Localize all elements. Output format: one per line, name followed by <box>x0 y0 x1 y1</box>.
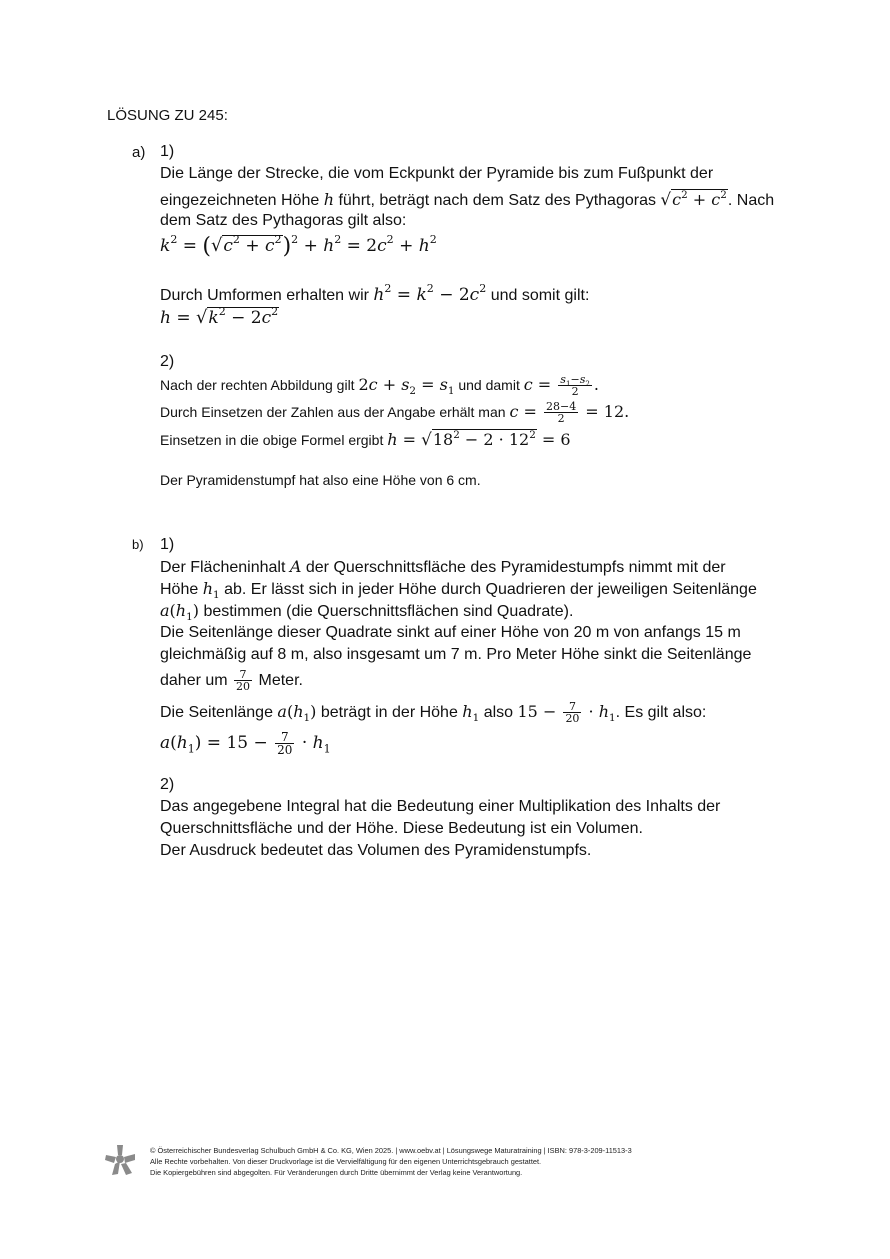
part-b-1-line-1 <box>160 557 726 578</box>
text-segment: Die Seitenlänge <box>160 704 273 721</box>
part-b-2-label: 2) <box>160 776 175 793</box>
math-sqrt-c2-c2: $√c^2 + c^2$ <box>660 188 727 209</box>
math-a-of-h1: $a(h_1)$ <box>277 702 317 725</box>
math-2c-s2-s1: $2c + s_2 = s_1$ <box>358 375 455 398</box>
part-a-1-line-1: Die Länge der Strecke, die vom Eckpunkt der Pyramide bis zum Fußpunkt der <box>160 165 714 182</box>
part-b-1-line-3 <box>160 601 573 622</box>
equation-h: $h = √k^2 - 2c^2$ <box>160 305 279 328</box>
part-b-1-line-2 <box>160 579 757 600</box>
text-segment: . Nach <box>727 192 775 209</box>
math-c-fraction: c = $\frac{s_1-s_2}{2}$ . <box>523 373 599 398</box>
math-h: h <box>323 190 334 209</box>
text-segment: . Es gilt also: <box>615 704 707 721</box>
part-a-2-line-1 <box>160 374 599 397</box>
math-side-length-expression: 15 − $\frac{7}{20}$ · $h_1$ <box>517 700 616 725</box>
text-segment: und somit gilt: <box>490 287 590 304</box>
math-h-result: $h = √18^2 - 2 \cdot 12^2 = 6$ <box>387 428 571 449</box>
footer-line-3: Die Kopiergebühren sind abgegolten. Für Veränderungen durch Dritte übernimmt der Verlag keine Verantwortung. <box>150 1168 523 1177</box>
part-b-2-line-3: Der Ausdruck bedeutet das Volumen des Pyramidenstumpfs. <box>160 842 592 859</box>
footer-copyright <box>150 1145 632 1178</box>
math-a-of-h1: $a(h_1)$ <box>160 601 199 624</box>
math-fraction-7-20: $\frac{7}{20}$ <box>236 668 251 693</box>
part-b-1-label: 1) <box>160 536 175 553</box>
text-segment: Der Flächeninhalt <box>160 559 286 576</box>
text-segment: Durch Einsetzen der Zahlen aus der Angabe erhält man <box>160 404 506 420</box>
part-b-1-line-4: Die Seitenlänge dieser Quadrate sinkt auf einer Höhe von 20 m von anfangs 15 m <box>160 624 741 641</box>
text-segment: bestimmen (die Querschnittsflächen sind Quadrate). <box>203 603 574 620</box>
publisher-logo-icon <box>104 1143 136 1177</box>
text-segment: Höhe <box>160 581 199 598</box>
part-a-1-line-2 <box>160 189 774 211</box>
part-a-2-line-4: Der Pyramidenstumpf hat also eine Höhe von 6 cm. <box>160 472 481 488</box>
text-segment: Meter. <box>258 672 303 689</box>
part-b-2-line-1: Das angegebene Integral hat die Bedeutung einer Multiplikation des Inhalts der <box>160 798 721 815</box>
part-b-1-line-5: gleichmäßig auf 8 m, also insgesamt um 7 m. Pro Meter Höhe sinkt die Seitenlänge <box>160 646 752 663</box>
math-h1: $h_1$ <box>462 702 480 725</box>
text-segment: Einsetzen in die obige Formel ergibt <box>160 432 384 448</box>
part-b-1-line-7 <box>160 701 706 724</box>
text-segment: eingezeichneten Höhe <box>160 192 320 209</box>
text-segment: Nach der rechten Abbildung gilt <box>160 377 355 393</box>
math-h1: $h_1$ <box>202 579 220 602</box>
part-a-2-line-2 <box>160 401 629 424</box>
footer-line-2: Alle Rechte vorbehalten. Von dieser Druckvorlage ist die Vervielfältigung für den eigenen Unterrichtsgebrauch gestattet. <box>150 1157 542 1166</box>
part-a-1-line-5 <box>160 282 590 306</box>
text-segment: der Querschnittsfläche des Pyramidestumpfs nimmt mit der <box>305 559 726 576</box>
part-a-label: a) <box>132 144 146 161</box>
part-a-2-line-3 <box>160 429 571 450</box>
text-segment: Durch Umformen erhalten wir <box>160 287 369 304</box>
text-segment: und damit <box>458 377 520 393</box>
part-b-2-line-2: Querschnittsfläche und der Höhe. Diese Bedeutung ist ein Volumen. <box>160 820 643 837</box>
math-h-squared: $h^2 = k^2 - 2c^2$ <box>373 282 487 305</box>
part-b-1-line-6 <box>160 669 303 692</box>
part-a-1-label: 1) <box>160 143 175 160</box>
equation-k-squared: $k^2 = (√c^2 + c^2)^2 + h^2 = 2c^2 + h^2$ <box>160 233 437 259</box>
math-A: A <box>289 557 302 576</box>
footer-line-1: © Österreichischer Bundesverlag Schulbuch GmbH & Co. KG, Wien 2025. | www.oebv.at | Lösungswege Maturatraining | ISBN: 978-3-209-11513-3 <box>150 1146 632 1155</box>
part-a-1-line-3: dem Satz des Pythagoras gilt also: <box>160 212 407 229</box>
part-b-label: b) <box>132 537 144 552</box>
solution-heading: LÖSUNG ZU 245: <box>107 107 228 124</box>
text-segment: beträgt in der Höhe <box>320 704 458 721</box>
text-segment: führt, beträgt nach dem Satz des Pythagoras <box>338 192 656 209</box>
text-segment: also <box>483 704 514 721</box>
text-segment: daher um <box>160 672 228 689</box>
equation-a-of-h1: $a(h_1) = 15$ − $\frac{7}{20}$ · $h_1$ <box>160 730 331 757</box>
math-c-value: c = $\frac{28-4}{2}$ = 12. <box>509 400 630 425</box>
part-a-2-label: 2) <box>160 353 175 370</box>
text-segment: ab. Er lässt sich in jeder Höhe durch Quadrieren der jeweiligen Seitenlänge <box>224 581 757 598</box>
